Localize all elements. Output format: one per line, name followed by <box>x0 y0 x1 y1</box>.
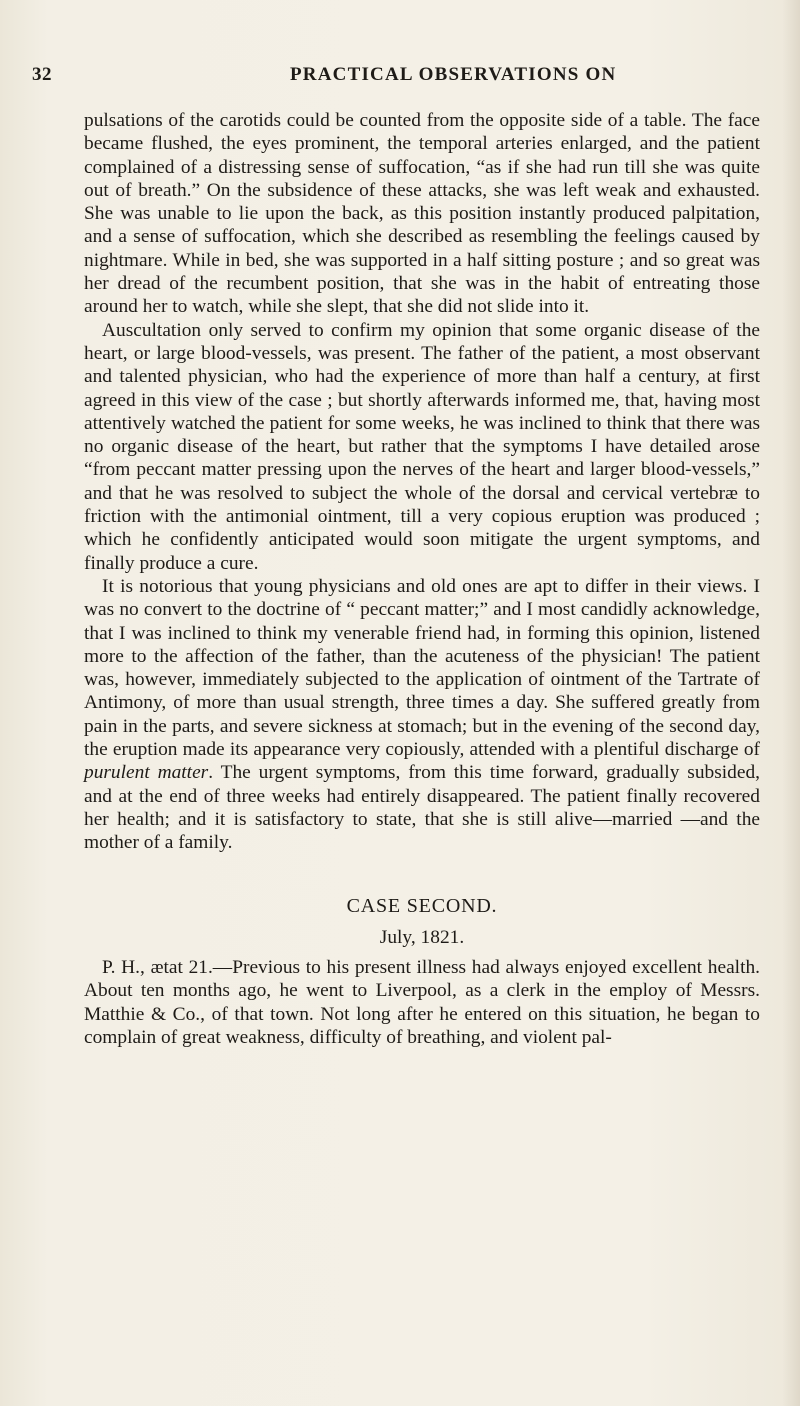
case-paragraph: P. H., ætat 21.—Previous to his present illness had always enjoyed excellent health. About ten months ago, he went to Liverpool, as a clerk in the employ of Messrs. Matthie & Co., of that town. Not long after he entered on this situation, he began to complain of great weakness, difficulty of breathing, and violent pal- <box>84 957 760 1048</box>
running-head: PRACTICAL OBSERVATIONS ON <box>290 64 617 85</box>
page-edge-shadow <box>782 0 800 1406</box>
italic-phrase: purulent matter <box>84 762 209 784</box>
paragraph-text: . The urgent symptoms, from this time forward, gradually subsided, and at the end of three weeks had entirely disappeared. The patient finally recovered her health; and it is satisfactory to state, that she is still alive—married —and the mother of a family. <box>84 762 760 854</box>
case-date: July, 1821. <box>379 926 465 948</box>
page-header <box>32 64 772 92</box>
page-number: 32 <box>32 64 52 85</box>
paragraph: pulsations of the carotids could be counted from the opposite side of a table. The face became flushed, the eyes prominent, the temporal arteries enlarged, and the patient complained of a distressing sense of suffocation, “as if she had run till she was quite out of breath.” On the subsidence of these attacks, she was left weak and exhausted. She was unable to lie upon the back, as this position instantly produced palpitation, and a sense of suffocation, which she described as resembling the feelings caused by nightmare. While in bed, she was supported in a half sitting posture ; and so great was her dread of the recumbent position, that she was in the habit of entreating those around her to watch, while she slept, that she did not slide into it. <box>84 110 760 318</box>
paragraph <box>84 575 760 855</box>
case-heading: CASE SECOND. <box>346 894 498 917</box>
body-text <box>84 109 760 1049</box>
paragraph: Auscultation only served to confirm my opinion that some organic disease of the heart, or large blood-vessels, was present. The father of the patient, a most observant and talented physician, who had the experience of more than half a century, at first agreed in this view of the case ; but shortly afterwards informed me, that, having most attentively watched the patient for some weeks, he was inclined to think that there was no organic disease of the heart, but rather that the symptoms I have detailed arose “from peccant matter pressing upon the nerves of the heart and larger blood-vessels,” and that he was resolved to subject the whole of the dorsal and cervical vertebræ to friction with the antimonial ointment, till a very copious eruption was produced ; which he confidently anticipated would soon mitigate the urgent symptoms, and finally produce a cure. <box>84 319 760 574</box>
paragraph-text: It is notorious that young physicians and old ones are apt to differ in their views. I was no convert to the doctrine of “ peccant matter;” and I most candidly acknowledge, that I was inclined to think my venerable friend had, in forming this opinion, listened more to the affection of the father, than the acuteness of the physician! The patient was, however, immediately subjected to the application of ointment of the Tartrate of Antimony, of more than usual strength, three times a day. She suffered greatly from pain in the parts, and severe sickness at stomach; but in the evening of the second day, the eruption made its appearance very copiously, attended with a plentiful discharge of <box>84 575 760 761</box>
